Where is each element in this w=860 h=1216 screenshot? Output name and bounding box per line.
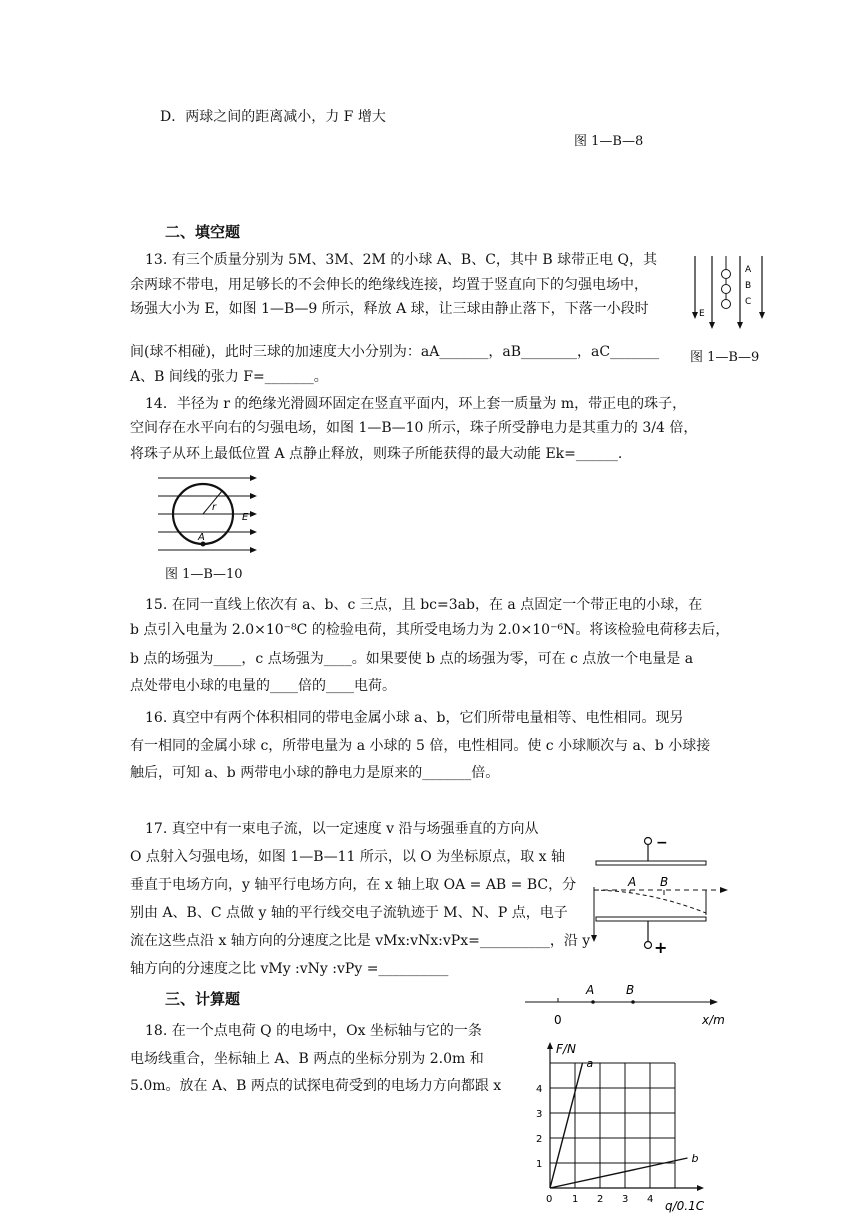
top-plate	[596, 861, 706, 865]
figure-1-b-11	[590, 835, 740, 975]
label-a: A	[745, 265, 752, 275]
label-r: r	[212, 502, 217, 513]
figure-caption-1-b-10: 图 1—B—10	[165, 567, 243, 582]
x-axis-label: q/0.1C	[665, 1199, 705, 1213]
axis-origin: 0	[554, 1013, 562, 1027]
y-tick-label: 1	[536, 1159, 543, 1170]
q15-line: 15. 在同一直线上依次有 a、b、c 三点，且 bc=3ab，在 a 点固定一个带正电的小球，在	[145, 597, 703, 613]
q13-line: A、B 间线的张力 F=_______。	[130, 369, 328, 385]
label-c: C	[745, 297, 752, 307]
ox-axis-figure	[520, 978, 740, 1030]
label-e: E	[699, 309, 705, 319]
series-line-a	[550, 1063, 583, 1188]
q14-line: 14．半径为 r 的绝缘光滑圆环固定在竖直平面内，环上套一质量为 m，带正电的珠子，	[145, 396, 687, 412]
label-e: E	[242, 512, 249, 523]
y-tick-label: 3	[536, 1109, 543, 1120]
figure-1-b-10	[150, 472, 265, 562]
q16-line: 触后，可知 a、b 两带电小球的静电力是原来的_______倍。	[130, 765, 500, 781]
label-a: A	[198, 532, 205, 543]
figure-1-b-9	[690, 252, 770, 342]
q18-line: 5.0m。放在 A、B 两点的试探电荷受到的电场力方向都跟 x	[130, 1078, 502, 1094]
q14-line: 空间存在水平向右的匀强电场，如图 1—B—10 所示，珠子所受静电力是其重力的 3/4 倍，	[130, 420, 698, 436]
q14-line: 将珠子从环上最低位置 A 点静止释放，则珠子所能获得的最大动能 Ek=______.	[130, 446, 623, 462]
figure-caption-1-b-8: 图 1—B—8	[574, 134, 644, 149]
label-a: A	[628, 875, 637, 889]
x-tick-label: 4	[647, 1194, 654, 1205]
minus-sign: −	[656, 835, 668, 851]
ball-c	[722, 300, 731, 309]
q17-line: 流在这些点沿 x 轴方向的分速度之比是 vMx:vNx:vPx=__________，沿 y	[130, 933, 591, 949]
y-tick-label: 4	[536, 1084, 543, 1095]
series-label-b: b	[691, 1152, 699, 1165]
q18-line: 18. 在一个点电荷 Q 的电场中，Ox 坐标轴与它的一条	[145, 1023, 482, 1039]
y-tick-label: 2	[536, 1134, 543, 1145]
q16-line: 16. 真空中有两个体积相同的带电金属小球 a、b，它们所带电量相等、电性相同。现另	[145, 710, 684, 726]
q17-line: 17. 真空中有一束电子流，以一定速度 v 沿与场强垂直的方向从	[145, 821, 539, 837]
axis-label-a: A	[586, 983, 595, 997]
label-b: B	[745, 281, 752, 291]
figure-caption-1-b-9: 图 1—B—9	[690, 350, 760, 365]
plus-sign: +	[654, 938, 668, 957]
q15-line: b 点引入电量为 2.0×10⁻⁸C 的检验电荷，其所受电场力为 2.0×10⁻⁶N。将该检验电荷移去后，	[130, 622, 730, 638]
option-d: D．两球之间的距离减小，力 F 增大	[160, 109, 386, 125]
q17-line: O 点射入匀强电场，如图 1—B—11 所示，以 O 为坐标原点，取 x 轴	[130, 849, 566, 865]
q15-line: b 点的场强为____，c 点场强为____。如果要使 b 点的场强为零，可在 c 点放一个电量是 a	[130, 651, 694, 667]
q13-line: 间(球不相碰)，此时三球的加速度大小分别为：aA_______，aB________，aC_______	[130, 344, 660, 360]
ball-a	[722, 270, 731, 279]
q16-line: 有一相同的金属小球 c，所带电量为 a 小球的 5 倍，电性相同。使 c 小球顺次与 a、b 小球接	[130, 738, 711, 754]
label-b: B	[660, 875, 669, 889]
x-tick-label: 1	[572, 1194, 579, 1205]
q13-line: 13. 有三个质量分别为 5M、3M、2M 的小球 A、B、C，其中 B 球带正电 Q，其	[145, 252, 658, 268]
axis-unit: x/m	[702, 1013, 725, 1027]
x-tick-label: 2	[597, 1194, 604, 1205]
series-label-a: a	[586, 1057, 594, 1070]
x-axis-arrow	[697, 1185, 704, 1191]
ball-b	[722, 285, 731, 294]
q17-line: 别由 A、B、C 点做 y 轴的平行线交电子流轨迹于 M、N、P 点，电子	[130, 905, 568, 921]
y-axis-label: F/N	[556, 1042, 576, 1056]
q17-line: 垂直于电场方向，y 轴平行电场方向，在 x 轴上取 OA = AB = BC，分	[130, 877, 577, 893]
q18-line: 电场线重合，坐标轴上 A、B 两点的坐标分别为 2.0m 和	[130, 1051, 484, 1067]
q15-line: 点处带电小球的电量的____倍的____电荷。	[130, 678, 396, 694]
force-charge-chart	[520, 1036, 740, 1212]
electron-trajectory	[594, 890, 706, 913]
y-axis-arrow	[547, 1042, 553, 1049]
q13-line: 场强大小为 E，如图 1—B—9 所示，释放 A 球，让三球由静止落下，下落一小段时	[130, 301, 649, 317]
bottom-plate	[596, 917, 706, 921]
axis-label-b: B	[626, 983, 635, 997]
q13-line: 余两球不带电，用足够长的不会伸长的绝缘线连接，均置于竖直向下的匀强电场中，	[130, 277, 648, 293]
section-title-fill-in: 二、填空题	[165, 223, 241, 241]
section-title-calculation: 三、计算题	[165, 990, 241, 1008]
x-tick-label: 3	[622, 1194, 629, 1205]
origin-label: 0	[546, 1194, 553, 1205]
q17-line: 轴方向的分速度之比 vMy :vNy :vPy =__________	[130, 961, 449, 977]
